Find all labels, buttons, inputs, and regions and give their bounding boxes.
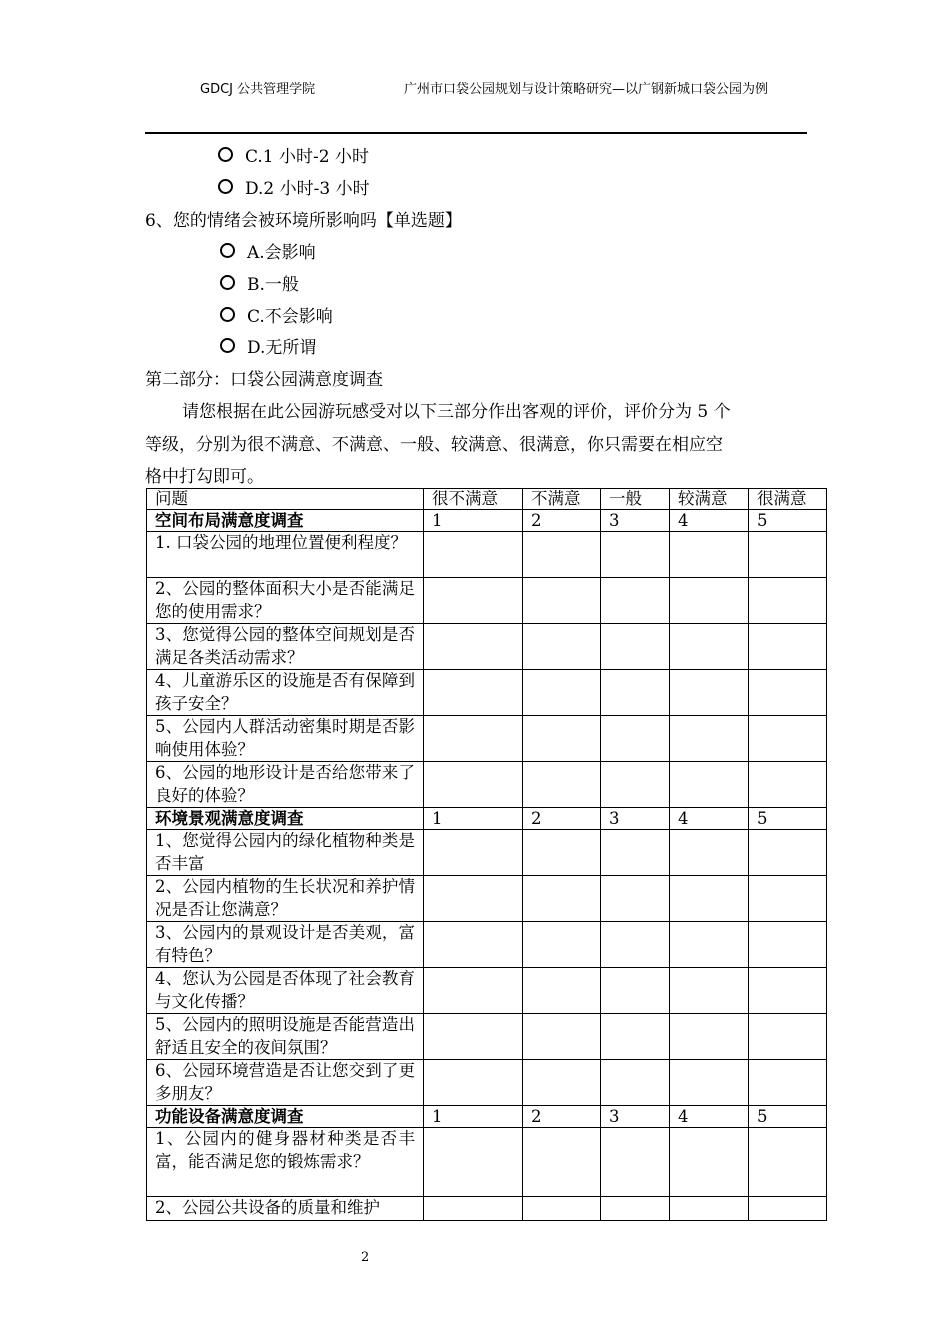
rating-cell[interactable] xyxy=(749,1014,827,1060)
section-title: 环境景观满意度调查 xyxy=(147,808,424,830)
rating-cell[interactable] xyxy=(749,1197,827,1221)
option-q5-d[interactable] xyxy=(218,174,370,199)
scale-value: 3 xyxy=(601,1106,670,1128)
rating-cell[interactable] xyxy=(601,1197,670,1221)
scale-value: 5 xyxy=(749,1106,827,1128)
rating-cell[interactable] xyxy=(424,1014,523,1060)
option-q6-a[interactable] xyxy=(220,238,316,263)
question-text: 2、公园内植物的生长状况和养护情况是否让您满意？ xyxy=(147,876,424,922)
rating-cell[interactable] xyxy=(424,1128,523,1197)
scale-value: 1 xyxy=(424,510,523,532)
question-row xyxy=(147,830,827,876)
column-header: 较满意 xyxy=(670,489,749,510)
rating-cell[interactable] xyxy=(601,716,670,762)
question-text: 6、公园环境营造是否让您交到了更多朋友？ xyxy=(147,1060,424,1106)
rating-cell[interactable] xyxy=(601,830,670,876)
part2-intro-line2: 等级，分别为很不满意、不满意、一般、较满意、很满意，你只需要在相应空 xyxy=(145,435,723,455)
column-header: 很不满意 xyxy=(424,489,523,510)
rating-cell[interactable] xyxy=(670,624,749,670)
question-row xyxy=(147,716,827,762)
rating-cell[interactable] xyxy=(749,762,827,808)
rating-cell[interactable] xyxy=(523,578,601,624)
column-header: 一般 xyxy=(601,489,670,510)
column-header: 不满意 xyxy=(523,489,601,510)
question-text: 1、公园内的健身器材种类是否丰富，能否满足您的锻炼需求？ xyxy=(147,1128,424,1197)
rating-cell[interactable] xyxy=(523,532,601,578)
rating-cell[interactable] xyxy=(523,670,601,716)
question-row xyxy=(147,1197,827,1221)
question-row xyxy=(147,578,827,624)
rating-cell[interactable] xyxy=(601,624,670,670)
rating-cell[interactable] xyxy=(601,1060,670,1106)
part2-intro-line3: 格中打勾即可。 xyxy=(145,467,264,487)
section-row xyxy=(147,1106,827,1128)
scale-value: 5 xyxy=(749,510,827,532)
question-row xyxy=(147,532,827,578)
question-text: 1. 口袋公园的地理位置便利程度？ xyxy=(147,532,424,578)
radio-circle-icon xyxy=(218,179,233,194)
option-label: D.无所谓 xyxy=(247,338,317,358)
question-text: 4、您认为公园是否体现了社会教育与文化传播？ xyxy=(147,968,424,1014)
rating-cell[interactable] xyxy=(670,1060,749,1106)
question-row xyxy=(147,624,827,670)
question-text: 2、公园的整体面积大小是否能满足您的使用需求？ xyxy=(147,578,424,624)
option-label: C.不会影响 xyxy=(247,307,333,327)
rating-cell[interactable] xyxy=(424,922,523,968)
section-title: 功能设备满意度调查 xyxy=(147,1106,424,1128)
question-row xyxy=(147,1060,827,1106)
scale-value: 3 xyxy=(601,510,670,532)
rating-cell[interactable] xyxy=(601,532,670,578)
rating-cell[interactable] xyxy=(670,922,749,968)
column-header: 很满意 xyxy=(749,489,827,510)
rating-cell[interactable] xyxy=(523,624,601,670)
scale-value: 2 xyxy=(523,808,601,830)
option-q6-d[interactable] xyxy=(220,333,316,358)
rating-cell[interactable] xyxy=(424,532,523,578)
question-row xyxy=(147,922,827,968)
header-rule xyxy=(145,132,807,134)
scale-value: 4 xyxy=(670,510,749,532)
scale-value: 4 xyxy=(670,808,749,830)
part2-intro-line1: 请您根据在此公园游玩感受对以下三部分作出客观的评价，评价分为 5 个 xyxy=(182,402,731,422)
rating-cell[interactable] xyxy=(523,968,601,1014)
rating-cell[interactable] xyxy=(749,830,827,876)
rating-cell[interactable] xyxy=(523,1060,601,1106)
rating-cell[interactable] xyxy=(749,716,827,762)
rating-cell[interactable] xyxy=(670,830,749,876)
question-text: 2、公园公共设备的质量和维护 xyxy=(147,1197,424,1221)
rating-cell[interactable] xyxy=(523,876,601,922)
section-title: 空间布局满意度调查 xyxy=(147,510,424,532)
option-q6-b[interactable] xyxy=(220,270,299,295)
option-q5-c[interactable] xyxy=(218,142,369,167)
rating-cell[interactable] xyxy=(523,716,601,762)
rating-cell[interactable] xyxy=(670,762,749,808)
radio-circle-icon xyxy=(220,338,235,353)
rating-cell[interactable] xyxy=(670,1128,749,1197)
rating-cell[interactable] xyxy=(749,578,827,624)
rating-cell[interactable] xyxy=(670,670,749,716)
rating-cell[interactable] xyxy=(670,1014,749,1060)
rating-cell[interactable] xyxy=(523,1014,601,1060)
table-header-row xyxy=(147,489,827,510)
question-row xyxy=(147,670,827,716)
question-text: 5、公园内人群活动密集时期是否影响使用体验？ xyxy=(147,716,424,762)
rating-cell[interactable] xyxy=(424,968,523,1014)
question-text: 4、儿童游乐区的设施是否有保障到孩子安全？ xyxy=(147,670,424,716)
scale-value: 5 xyxy=(749,808,827,830)
radio-circle-icon xyxy=(220,307,235,322)
page-number: 2 xyxy=(361,1250,370,1265)
scale-value: 3 xyxy=(601,808,670,830)
scale-value: 2 xyxy=(523,510,601,532)
rating-cell[interactable] xyxy=(601,670,670,716)
rating-cell[interactable] xyxy=(749,1060,827,1106)
section-row xyxy=(147,808,827,830)
rating-cell[interactable] xyxy=(424,716,523,762)
header-left: GDCJ 公共管理学院 xyxy=(200,82,316,97)
rating-cell[interactable] xyxy=(749,1128,827,1197)
scale-value: 1 xyxy=(424,1106,523,1128)
rating-cell[interactable] xyxy=(523,1197,601,1221)
rating-cell[interactable] xyxy=(601,876,670,922)
rating-cell[interactable] xyxy=(424,578,523,624)
question-row xyxy=(147,876,827,922)
radio-circle-icon xyxy=(220,275,235,290)
rating-cell[interactable] xyxy=(749,876,827,922)
question-text: 3、公园内的景观设计是否美观，富有特色？ xyxy=(147,922,424,968)
radio-circle-icon xyxy=(218,147,233,162)
part2-title: 第二部分：口袋公园满意度调查 xyxy=(145,370,383,390)
rating-cell[interactable] xyxy=(749,670,827,716)
rating-cell[interactable] xyxy=(523,1128,601,1197)
question-row xyxy=(147,968,827,1014)
rating-cell[interactable] xyxy=(670,578,749,624)
option-label: C.1 小时-2 小时 xyxy=(245,147,369,167)
satisfaction-table xyxy=(146,488,827,1221)
question-row xyxy=(147,1014,827,1060)
question-text: 3、您觉得公园的整体空间规划是否满足各类活动需求？ xyxy=(147,624,424,670)
question-text: 5、公园内的照明设施是否能营造出舒适且安全的夜间氛围？ xyxy=(147,1014,424,1060)
column-header: 问题 xyxy=(147,489,424,510)
rating-cell[interactable] xyxy=(601,762,670,808)
question-6-title: 6、您的情绪会被环境所影响吗【单选题】 xyxy=(145,211,462,231)
option-label: B.一般 xyxy=(247,275,299,295)
rating-cell[interactable] xyxy=(749,968,827,1014)
option-label: A.会影响 xyxy=(247,243,316,263)
scale-value: 2 xyxy=(523,1106,601,1128)
rating-cell[interactable] xyxy=(424,830,523,876)
rating-cell[interactable] xyxy=(601,578,670,624)
question-row xyxy=(147,1128,827,1197)
rating-cell[interactable] xyxy=(523,830,601,876)
rating-cell[interactable] xyxy=(424,670,523,716)
scale-value: 1 xyxy=(424,808,523,830)
rating-cell[interactable] xyxy=(670,1197,749,1221)
rating-cell[interactable] xyxy=(670,716,749,762)
rating-cell[interactable] xyxy=(749,532,827,578)
rating-cell[interactable] xyxy=(670,876,749,922)
rating-cell[interactable] xyxy=(424,1060,523,1106)
rating-cell[interactable] xyxy=(424,762,523,808)
question-text: 1、您觉得公园内的绿化植物种类是否丰富 xyxy=(147,830,424,876)
rating-cell[interactable] xyxy=(424,624,523,670)
rating-cell[interactable] xyxy=(601,968,670,1014)
section-row xyxy=(147,510,827,532)
rating-cell[interactable] xyxy=(601,922,670,968)
rating-cell[interactable] xyxy=(601,1128,670,1197)
rating-cell[interactable] xyxy=(749,624,827,670)
question-row xyxy=(147,762,827,808)
rating-cell[interactable] xyxy=(601,1014,670,1060)
rating-cell[interactable] xyxy=(424,1197,523,1221)
rating-cell[interactable] xyxy=(424,876,523,922)
rating-cell[interactable] xyxy=(670,532,749,578)
option-q6-c[interactable] xyxy=(220,302,333,327)
rating-cell[interactable] xyxy=(670,968,749,1014)
question-text: 6、公园的地形设计是否给您带来了良好的体验？ xyxy=(147,762,424,808)
radio-circle-icon xyxy=(220,243,235,258)
rating-cell[interactable] xyxy=(749,922,827,968)
rating-cell[interactable] xyxy=(523,762,601,808)
option-label: D.2 小时-3 小时 xyxy=(245,179,370,199)
scale-value: 4 xyxy=(670,1106,749,1128)
header-right: 广州市口袋公园规划与设计策略研究—以广钢新城口袋公园为例 xyxy=(404,82,769,97)
rating-cell[interactable] xyxy=(523,922,601,968)
